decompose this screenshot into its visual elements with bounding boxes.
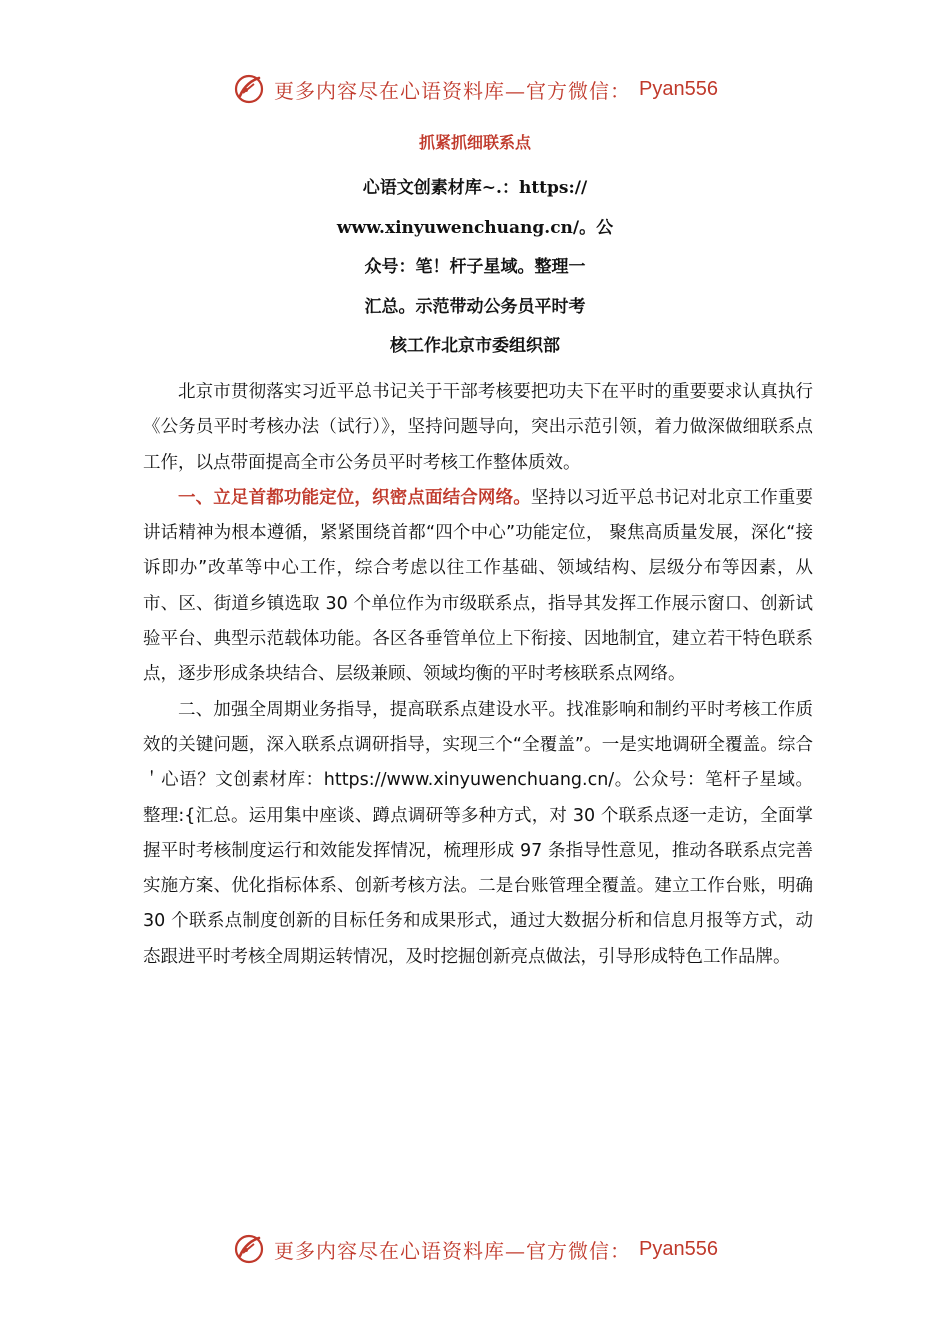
body-paragraph [143,375,813,481]
watermark-text: 更多内容尽在心语资料库—官方微信： [274,1238,632,1263]
subtitle-line: 心语文创素材库~.：https:// [362,178,588,198]
section-heading: 一、立足首都功能定位，织密点面结合网络。 [178,487,531,508]
header-watermark [0,72,950,106]
paragraph-text: 二、加强全周期业务指导，提高联系点建设水平。找准影响和制约平时考核工作质效的关键问题，深入联系点调研指导，实现三个“全覆盖”。一是实地调研全覆盖。综合＇心语？文创素材库：https://www.xinyuwenchuang.cn/。公众号：笔杆子星域。整理:{汇总。运用集中座谈、蹲点调研等多种方式，对 30 个联系点逐一走访，全面掌握平时考核制度运行和效能发挥情况，梳理形成 97 条指导性意见，推动各联系点完善实施方案、优化指标体系、创新考核方法。二是台账管理全覆盖。建立工作台账，明确 30 个联系点制度创新的目标任务和成果形式，通过大数据分析和信息月报等方式，动态跟进平时考核全周期运转情况，及时挖掘创新亮点做法，引导形成特色工作品牌。 [143,699,813,967]
watermark-text: 更多内容尽在心语资料库—官方微信： [274,78,632,103]
paragraph-text: 北京市贯彻落实习近平总书记关于干部考核要把功夫下在平时的重要要求认真执行《公务员平时考核办法（试行）》，坚持问题导向，突出示范引领，着力做深做细联系点工作，以点带面提高全市公务员平时考核工作整体质效。 [143,382,813,473]
watermark-handle: Pyan556 [639,77,718,100]
document-body [143,375,813,975]
body-paragraph [143,693,813,975]
watermark-handle: Pyan556 [639,1237,718,1260]
paragraph-text: 坚持以习近平总书记对北京工作重要讲话精神为根本遵循，紧紧围绕首都“四个中心”功能定位， 聚焦高质量发展，深化“接诉即办”改革等中心工作，综合考虑以往工作基础、领域结构、层级分布等因素，从市、区、街道乡镇选取 30 个单位作为市级联系点，指导其发挥工作展示窗口、创新试验平台、典型示范载体功能。各区各垂管单位上下衔接、因地制宜，建立若干特色联系点，逐步形成条块结合、层级兼顾、领域均衡的平时考核联系点网络。 [143,487,814,685]
subtitle-line: www.xinyuwenchuang.cn/。公 [336,217,614,238]
subtitle-line: 汇总。示范带动公务员平时考 [364,296,586,317]
document-title: 抓紧抓细联系点 [418,133,531,152]
brand-logo-icon [232,72,266,106]
subtitle-line: 众号：笔！杆子星域。整理一 [364,257,586,277]
body-paragraph [143,481,813,693]
subtitle-line: 核工作北京市委组织部 [390,336,560,356]
footer-watermark [0,1232,950,1266]
brand-logo-icon [232,1232,266,1266]
document-subtitle [0,169,950,367]
